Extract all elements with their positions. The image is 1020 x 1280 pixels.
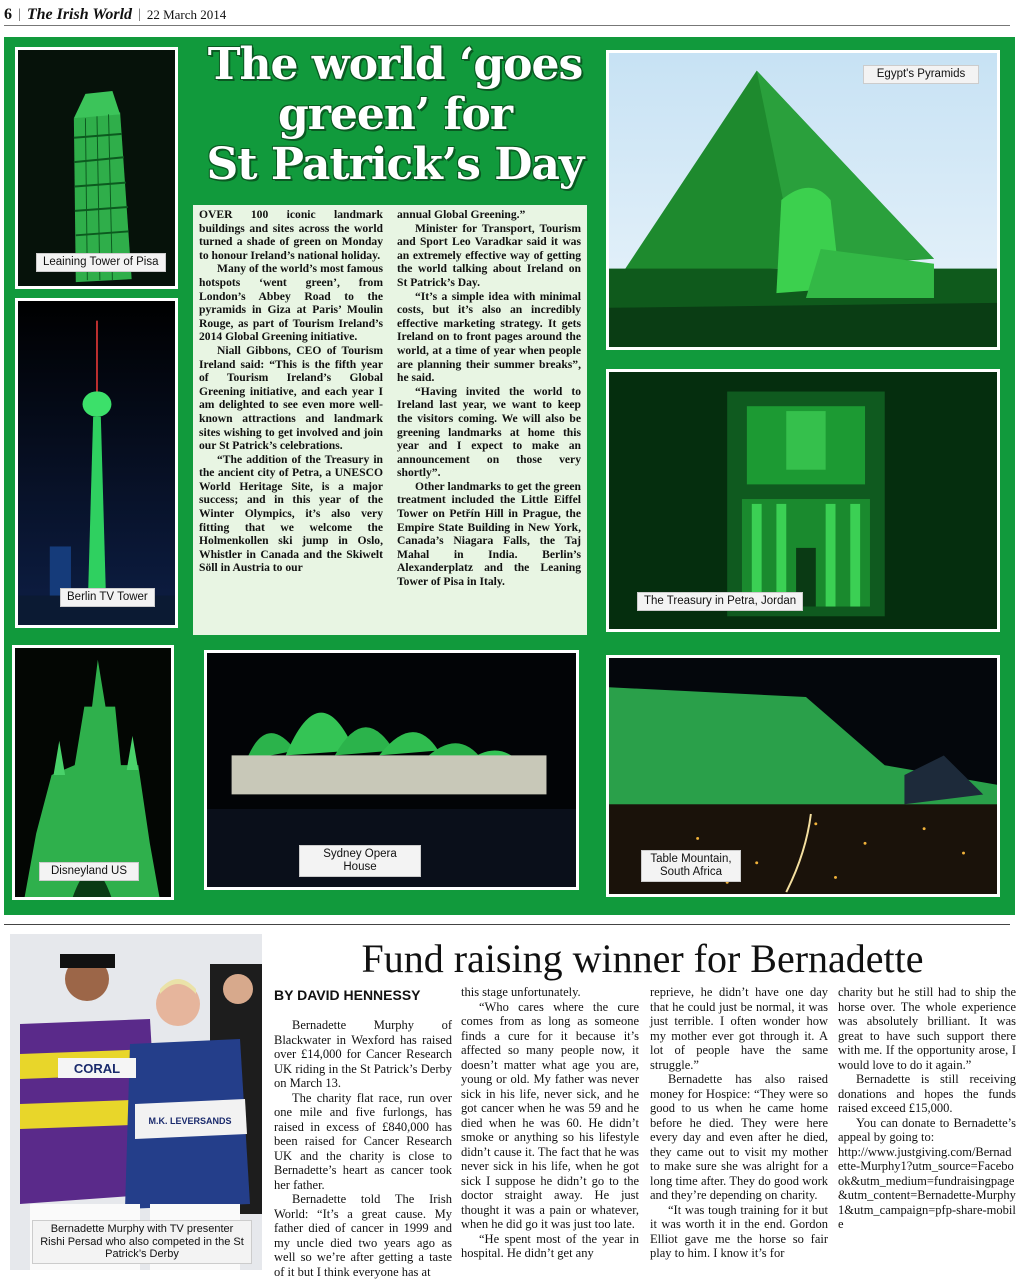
fund-paragraph: Bernadette is still receiving donations and hopes the funds raised exceed £15,000.: [838, 1072, 1016, 1115]
photo-caption: Disneyland US: [39, 862, 139, 881]
fund-column-2: [461, 985, 639, 1261]
petra-photo: [606, 369, 1000, 632]
berlin-photo: [15, 298, 178, 628]
story-column-2: [397, 208, 581, 632]
publication-name: The Irish World: [26, 5, 133, 23]
fund-paragraph: “It was tough training for it but it was worth it in the end. Gordon Elliot gave me the horse so fair play to him. I know it’s for: [650, 1202, 828, 1260]
header-separator: |: [138, 6, 141, 22]
fund-column-4: [838, 985, 1016, 1232]
story-paragraph: “It’s a simple idea with minimal costs, but it’s also an incredibly effective marketing strategy. It gets Ireland on to front pages around the world, at a time of year when people are planning their summer breaks”, he said.: [397, 289, 581, 385]
page-header: [4, 4, 1010, 26]
egypt-photo: [606, 50, 1000, 350]
pyramid-image: [609, 53, 997, 347]
pisa-tower-image: [18, 50, 175, 286]
bernadette-photo: [10, 934, 262, 1270]
headline-line: St Patrick’s Day: [206, 139, 584, 190]
byline: BY DAVID HENNESSY: [274, 987, 421, 1003]
photo-caption: Egypt's Pyramids: [863, 65, 979, 84]
photo-caption: Bernadette Murphy with TV presenter Rishi Persad who also competed in the St Patrick’s Derby: [32, 1220, 252, 1264]
sydney-photo: [204, 650, 579, 890]
photo-caption: The Treasury in Petra, Jordan: [637, 592, 803, 611]
photo-caption: Berlin TV Tower: [60, 588, 155, 607]
story-paragraph: annual Global Greening.”: [397, 208, 526, 221]
headline-line: green’ for: [277, 89, 513, 140]
petra-treasury-image: [609, 372, 997, 629]
header-separator: |: [18, 6, 21, 22]
jersey-sponsor-text: CORAL: [73, 1061, 121, 1076]
feature-headline: [190, 40, 600, 190]
fund-paragraph: this stage unfortunately.: [461, 985, 581, 999]
table-mountain-photo: [606, 655, 1000, 897]
fund-paragraph: “Who cares where the cure comes from as long as someone finds a cure for it because it’s affected so many people now, it doesn’t matter what age you are, young or old. My father was never sick in his life, never sick, and he got cancer when he was 59 and he died when he was 60. He didn’t smoke or anything so his lifestyle didn’t cause it. The fact that he was never sick in his life, when he got sick I suppose he didn’t go to the doctor straight away. He just thought it was a pain or whatever, when he did go it was just too late.: [461, 999, 639, 1231]
story-paragraph: Many of the world’s most famous hotspots ‘went green’, from London’s Abbey Road to the pyramids in Giza at Paris’ Moulin Rouge, as part of Tourism Ireland’s 2014 Global Greening initiative.: [199, 262, 383, 344]
pisa-photo: [15, 47, 178, 289]
fund-paragraph: reprieve, he didn’t have one day that he could just be normal, it was just terrible. I often wonder how my mother ever got through it. A lot of people have the same struggle.”: [650, 985, 828, 1072]
fund-paragraph: Bernadette told The Irish World: “It’s a great cause. My father died of cancer in 1999 and my uncle died two years ago as well so we’re after getting a taste of it but I think everyone has at: [274, 1192, 452, 1279]
photo-caption: Sydney Opera House: [299, 845, 421, 877]
section-divider: [4, 924, 1010, 925]
greening-story: [193, 205, 587, 635]
fund-paragraph: Bernadette has also raised money for Hospice: “They were so good to us when he came home before he died. They were here every day and even after he died, they came out to visit my mother to make sure she was alright for a long time after. They do good work and they’re depending on charity.: [650, 1072, 828, 1202]
story-paragraph: “Having invited the world to Ireland last year, we want to keep the visitors coming. We will also be greening landmarks at home this year and I expect to make an announcement on those very shortly”.: [397, 384, 581, 480]
fund-paragraph: You can donate to Bernadette’s appeal by going to:: [838, 1115, 1016, 1144]
donation-link[interactable]: http://www.justgiving.com/Bernadette-Murphy1?utm_source=Facebook&utm_medium=fundraisingpage&utm_content=Bernadette-Murphy1&utm_campaign=pfp-share-mobile: [838, 1144, 1016, 1231]
story-paragraph: OVER 100 iconic landmark buildings and sites across the world turned a shade of green on Monday to honour Ireland’s national holiday.: [199, 208, 383, 262]
photo-caption: Leaining Tower of Pisa: [36, 253, 166, 272]
fund-paragraph: “He spent most of the year in hospital. He didn’t get any: [461, 1231, 639, 1260]
fund-column-3: [650, 985, 828, 1261]
headline-line: The world ‘goes: [207, 39, 583, 90]
fund-column-1: [274, 1018, 452, 1279]
story-paragraph: Other landmarks to get the green treatment included the Little Eiffel Tower on Petřín Hill in Prague, the Empire State Building in New York, Canada’s Niagara Falls, the Taj Mahal in India. Berlin’s Alexanderplatz and the Leaning Tower of Pisa in Italy.: [397, 479, 581, 589]
fund-paragraph: charity but he still had to ship the horse over. The whole experience was absolutely brilliant. It was great to have such support there with me. If the opportunity arose, I would love to do it again.”: [838, 985, 1016, 1072]
berlin-tower-image: [18, 301, 175, 625]
story-paragraph: Minister for Transport, Tourism and Sport Leo Varadkar said it was an extremely effective way of getting the world talking about Ireland on St Patrick’s Day.: [397, 221, 581, 289]
disney-photo: [12, 645, 174, 900]
fund-paragraph: The charity flat race, run over one mile and five furlongs, has raised in excess of £840,000 has been raised for Cancer Research UK and the charity is close to Bernadette’s heart as cancer took her father.: [274, 1090, 452, 1192]
fund-headline: Fund raising winner for Bernadette: [361, 936, 924, 981]
silks-text: M.K. LEVERSANDS: [148, 1116, 232, 1126]
fund-paragraph: Bernadette Murphy of Blackwater in Wexford has raised over £14,000 for Cancer Research UK riding in the St Patrick’s Derby on March 13.: [274, 1018, 452, 1090]
story-column-1: [199, 208, 383, 632]
page-number: 6: [4, 5, 12, 23]
photo-caption: Table Mountain, South Africa: [641, 850, 741, 882]
castle-image: [15, 648, 171, 897]
story-paragraph: Niall Gibbons, CEO of Tourism Ireland said: “This is the fifth year of Tourism Ireland’s Global Greening initiative, and each year I am delighted to see even more well-known attractions and landmark sites wishing to get involved and join our St Patrick’s celebrations.: [199, 343, 383, 453]
story-paragraph: “The addition of the Treasury in the ancient city of Petra, a UNESCO World Heritage Site, is a major success; and in this year of the Winter Olympics, it’s also very fitting that we welcome the Holmenkollen ski jump in Oslo, Whistler in Canada and the Skiwelt Söll in Austria to our: [199, 452, 383, 575]
issue-date: 22 March 2014: [146, 6, 227, 22]
